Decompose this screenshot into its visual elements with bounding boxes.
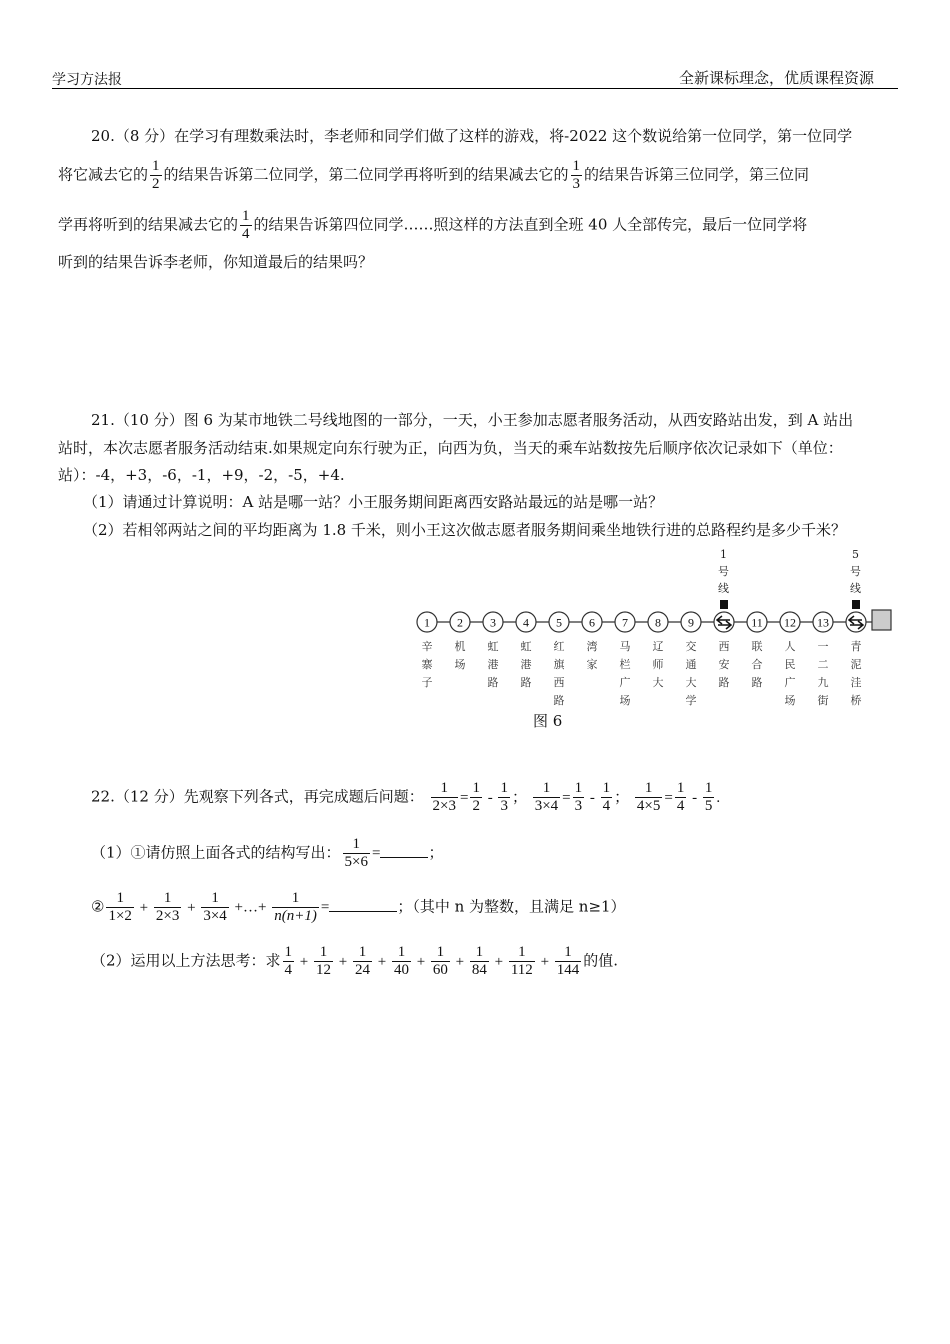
- fraction: $\frac{1}{2}$: [152, 158, 160, 192]
- station-name-char: 通: [685, 658, 697, 671]
- q22-part1-2: ② $\frac{1}{1\times 2}$ + $\frac{1}{2\times 3}$ + $\frac{1}{3\times 4}$ +…+ $\frac{1}{n(n+1)}$ = ；（其中 n 为整数，且满足 n≥1）: [91, 890, 626, 924]
- fraction: $\frac{1}{5\times 6}$: [344, 836, 369, 870]
- station-name-char: 一: [817, 640, 829, 653]
- station-name-char: 家: [586, 658, 598, 671]
- station-name-char: 洼: [850, 676, 862, 689]
- header-left: 学习方法报: [52, 72, 122, 88]
- station-name-char: 学: [685, 694, 697, 707]
- line-marker: [852, 600, 860, 609]
- station-name-char: 二: [817, 658, 829, 671]
- header-right: 全新课标理念，优质课程资源: [678, 69, 874, 87]
- station-name-char: 桥: [850, 694, 862, 707]
- line-label: 5: [852, 548, 859, 561]
- station-name-char: 大: [652, 676, 664, 689]
- sum-expression: $\frac{1}{4}$ + $\frac{1}{12}$ + $\frac{1}{24}$ + $\frac{1}{40}$ + $\frac{1}{60}$ + $\frac{1}{84}$ + $\frac{1}{112}$ + $\frac{1}{144}$: [284, 944, 580, 978]
- station-name-char: 红: [553, 640, 565, 653]
- q22-part2-text: （2）运用以上方法思考：求: [91, 951, 281, 970]
- station-name-char: 广: [784, 676, 796, 689]
- station-name-char: 路: [553, 694, 565, 707]
- station-number: 12: [784, 615, 796, 630]
- q21-line3: 站）：-4，+3，-6，-1，+9，-2，-5，+4.: [58, 466, 345, 484]
- q22-text: 的值.: [583, 951, 619, 970]
- q22-line1: [91, 780, 720, 815]
- q22-text: ；: [428, 843, 444, 862]
- example-equations: $\frac{1}{2\times 3}$ = $\frac{1}{2}$ - $\frac{1}{3}$ ； $\frac{1}{3\times 4}$ = $\frac{1}{3}$ - $\frac{1}{4}$ ； $\frac{1}{4\times 5}$ = $\frac{1}{4}$ - $\frac{1}{5}$ .: [432, 780, 721, 814]
- transfer-station-circle: [714, 612, 734, 632]
- station-name-char: 大: [685, 676, 697, 689]
- station-name-char: 港: [520, 658, 532, 671]
- station-name-char: 路: [487, 676, 499, 689]
- fraction: $\frac{1}{2\times 3}$: [155, 890, 180, 924]
- station-name-char: 辛: [421, 640, 433, 653]
- line-end-box: [872, 610, 891, 630]
- station-name-char: 安: [718, 658, 730, 671]
- station-name-char: 港: [487, 658, 499, 671]
- q22-intro: 22.（12 分）先观察下列各式，再完成题后问题：: [91, 787, 424, 806]
- station-name-char: 湾: [586, 640, 598, 653]
- fraction: $\frac{1}{2}$: [472, 780, 480, 814]
- q20-line2: [58, 158, 809, 193]
- station-name-char: 西: [718, 640, 730, 653]
- fraction: $\frac{1}{4}$: [602, 780, 611, 814]
- q20-text: 学再将听到的结果减去它的: [58, 215, 239, 234]
- q20-text: 的结果告诉第三位同学，第三位同: [584, 165, 810, 184]
- station-name-char: 寨: [421, 658, 433, 671]
- station-name-char: 子: [421, 676, 433, 689]
- q22-part1-text: （1）①请仿照上面各式的结构写出：: [91, 843, 341, 862]
- station-number: 5: [556, 615, 562, 630]
- station-number: 11: [751, 615, 763, 630]
- station-name-char: 栏: [619, 658, 631, 671]
- answer-blank[interactable]: [329, 897, 397, 912]
- fraction: $\frac{1}{12}$: [316, 944, 332, 978]
- fraction: $\frac{1}{84}$: [471, 944, 487, 978]
- fraction: $\frac{1}{5}$: [704, 780, 713, 814]
- q21-line2: 站时，本次志愿者服务活动结束.如果规定向东行驶为正，向西为负，当天的乘车站数按先后顺序依次记录如下（单位：: [58, 439, 843, 457]
- fraction: $\frac{1}{4}$: [242, 208, 250, 242]
- q20-line4: 听到的结果告诉李老师，你知道最后的结果吗？: [58, 253, 374, 271]
- line-label: 号: [850, 565, 861, 578]
- line-label: 1: [720, 548, 727, 561]
- answer-blank[interactable]: [380, 843, 428, 858]
- station-number: 7: [622, 615, 628, 630]
- q20-line3: [58, 208, 807, 243]
- station-name-char: 旗: [553, 658, 565, 671]
- station-name-char: 民: [784, 658, 796, 671]
- fraction: $\frac{1}{24}$: [354, 944, 370, 978]
- station-number: 2: [457, 615, 463, 630]
- station-name-char: 广: [619, 676, 631, 689]
- fraction: $\frac{1}{4}$: [676, 780, 685, 814]
- fraction: $\frac{1}{4\times 5}$: [636, 780, 661, 814]
- station-name-char: 人: [784, 640, 796, 653]
- station-name-char: 虹: [520, 640, 532, 653]
- q22-text: ；（其中 n 为整数，且满足 n≥1）: [397, 897, 626, 916]
- station-name-char: 泥: [850, 658, 862, 671]
- station-number: 9: [688, 615, 694, 630]
- station-number: 13: [817, 615, 829, 630]
- line-marker: [720, 600, 728, 609]
- fraction: $\frac{1}{112}$: [510, 944, 533, 978]
- q20-line1: 20.（8 分）在学习有理数乘法时，李老师和同学们做了这样的游戏，将-2022 这个数说给第一位同学，第一位同学: [91, 127, 853, 145]
- metro-line-map: [410, 544, 910, 714]
- station-name-char: 联: [751, 640, 763, 653]
- line-label: 线: [718, 582, 729, 595]
- station-number: 3: [490, 615, 496, 630]
- station-name-char: 路: [718, 676, 730, 689]
- station-name-char: 场: [454, 658, 466, 671]
- fraction: $\frac{1}{3}$: [572, 158, 581, 192]
- q21-part1: （1）请通过计算说明：A 站是哪一站？小王服务期间距离西安路站最远的站是哪一站？: [83, 493, 664, 511]
- station-name-char: 街: [817, 694, 829, 707]
- station-name-char: 青: [850, 640, 862, 653]
- page-header: [52, 66, 898, 89]
- fraction: $\frac{1}{n(n+1)}$: [274, 890, 317, 924]
- q22-part2: [91, 944, 618, 979]
- station-name-char: 机: [454, 640, 466, 653]
- station-name-char: 路: [751, 676, 763, 689]
- station-name-char: 师: [652, 658, 664, 671]
- q20-text: 将它减去它的: [58, 165, 149, 184]
- line-label: 线: [850, 582, 861, 595]
- line-label: 号: [718, 565, 729, 578]
- fraction: $\frac{1}{40}$: [393, 944, 409, 978]
- station-name-char: 虹: [487, 640, 499, 653]
- station-name-char: 场: [784, 694, 796, 707]
- transfer-station-circle: [846, 612, 866, 632]
- q21-part2: （2）若相邻两站之间的平均距离为 1.8 千米，则小王这次做志愿者服务期间乘坐地铁行进的总路程约是多少千米？: [83, 521, 846, 539]
- fraction: $\frac{1}{60}$: [432, 944, 448, 978]
- station-number: 4: [523, 615, 529, 630]
- station-name-char: 交: [685, 640, 697, 653]
- station-name-char: 辽: [652, 640, 664, 653]
- fraction: $\frac{1}{2\times 3}$: [432, 780, 456, 814]
- station-name-char: 马: [619, 640, 631, 653]
- sum-expression: $\frac{1}{1\times 2}$ + $\frac{1}{2\times 3}$ + $\frac{1}{3\times 4}$: [108, 890, 227, 924]
- station-number: 6: [589, 615, 595, 630]
- station-name-char: 九: [817, 676, 829, 689]
- q20-text: 的结果告诉第四位同学……照这样的方法直到全班 40 人全部传完，最后一位同学将: [253, 215, 808, 234]
- station-name-char: 合: [751, 658, 763, 671]
- q21-line1: 21.（10 分）图 6 为某市地铁二号线地图的一部分，一天，小王参加志愿者服务活动，从西安路站出发，到 A 站出: [91, 411, 854, 429]
- station-name-char: 西: [553, 676, 565, 689]
- q20-text: 的结果告诉第二位同学，第二位同学再将听到的结果减去它的: [163, 165, 569, 184]
- fraction: $\frac{1}{3}$: [500, 780, 508, 814]
- station-number: 8: [655, 615, 661, 630]
- fraction: $\frac{1}{3\times 4}$: [534, 780, 559, 814]
- fraction: $\frac{1}{144}$: [556, 944, 580, 978]
- fraction: $\frac{1}{1\times 2}$: [108, 890, 132, 924]
- station-name-char: 场: [619, 694, 631, 707]
- circled-2: ②: [91, 897, 105, 916]
- station-number: 1: [424, 615, 430, 630]
- fraction: $\frac{1}{3}$: [574, 780, 583, 814]
- figure-caption: 图 6: [533, 712, 563, 730]
- station-name-char: 路: [520, 676, 532, 689]
- fraction: $\frac{1}{4}$: [284, 944, 293, 978]
- fraction: $\frac{1}{3\times 4}$: [203, 890, 227, 924]
- q22-part1: （1）①请仿照上面各式的结构写出： $\frac{1}{5\times 6}$ = ；: [91, 836, 444, 870]
